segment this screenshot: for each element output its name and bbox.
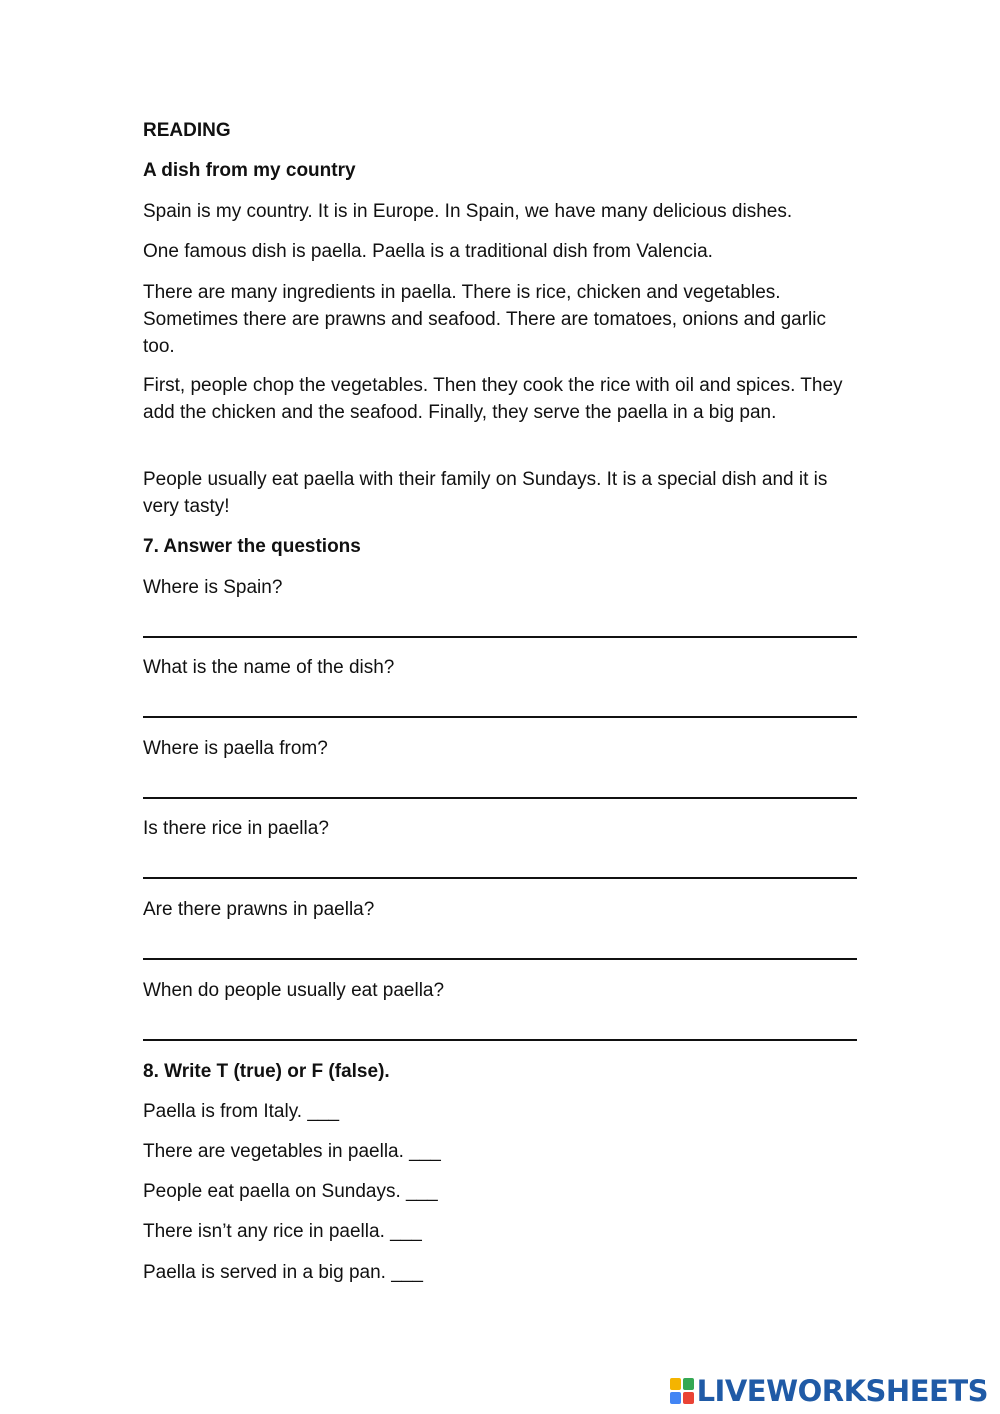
answer-line[interactable]: [143, 636, 857, 638]
tf-statement: [143, 1259, 423, 1286]
tf-answer-blank[interactable]: ___: [406, 1181, 438, 1202]
tf-statement-text: Paella is served in a big pan.: [143, 1262, 386, 1283]
answer-line[interactable]: [143, 797, 857, 799]
logo-square: [670, 1392, 681, 1404]
tf-statement: [143, 1178, 438, 1205]
tf-statement-text: There isn’t any rice in paella.: [143, 1221, 385, 1242]
tf-statement-text: Paella is from Italy.: [143, 1101, 303, 1122]
exercise8-title: 8. Write T (true) or F (false).: [143, 1061, 390, 1082]
reading-paragraph: One famous dish is paella. Paella is a traditional dish from Valencia.: [143, 241, 713, 262]
reading-title: A dish from my country: [143, 160, 356, 181]
answer-line[interactable]: [143, 716, 857, 718]
reading-paragraph: There are many ingredients in paella. There is rice, chicken and vegetables. Sometimes there are prawns and seafood. There are tomatoes, onions and garlic too.: [143, 282, 826, 357]
tf-statement-text: There are vegetables in paella.: [143, 1141, 404, 1162]
tf-statement-text: People eat paella on Sundays.: [143, 1181, 401, 1202]
reading-paragraph: Spain is my country. It is in Europe. In Spain, we have many delicious dishes.: [143, 201, 793, 222]
tf-answer-blank[interactable]: ___: [409, 1141, 441, 1162]
reading-paragraph: First, people chop the vegetables. Then they cook the rice with oil and spices. They add the chicken and the seafood. Finally, they serve the paella in a big pan.: [143, 375, 843, 423]
question: When do people usually eat paella?: [143, 980, 445, 1001]
liveworksheets-brand: LIVEWORKSHEETS: [696, 1374, 988, 1408]
logo-square: [683, 1392, 694, 1404]
tf-answer-blank[interactable]: ___: [391, 1262, 423, 1283]
liveworksheets-logo: [670, 1374, 988, 1408]
answer-line[interactable]: [143, 958, 857, 960]
tf-statement: [143, 1098, 339, 1125]
answer-line[interactable]: [143, 877, 857, 879]
tf-answer-blank[interactable]: ___: [390, 1221, 422, 1242]
tf-answer-blank[interactable]: ___: [307, 1101, 340, 1122]
question: What is the name of the dish?: [143, 657, 395, 678]
question: Where is Spain?: [143, 577, 283, 598]
answer-line[interactable]: [143, 1039, 857, 1041]
question: Where is paella from?: [143, 738, 328, 759]
exercise7-title: 7. Answer the questions: [143, 536, 361, 557]
question: Are there prawns in paella?: [143, 899, 375, 920]
logo-square: [670, 1378, 681, 1390]
reading-paragraph: People usually eat paella with their family on Sundays. It is a special dish and it is very tasty!: [143, 469, 828, 517]
question: Is there rice in paella?: [143, 818, 329, 839]
liveworksheets-logo-icon: [670, 1378, 694, 1404]
section-heading: READING: [143, 120, 231, 141]
logo-square: [683, 1378, 694, 1390]
tf-statement: [143, 1218, 422, 1245]
tf-statement: [143, 1138, 441, 1165]
